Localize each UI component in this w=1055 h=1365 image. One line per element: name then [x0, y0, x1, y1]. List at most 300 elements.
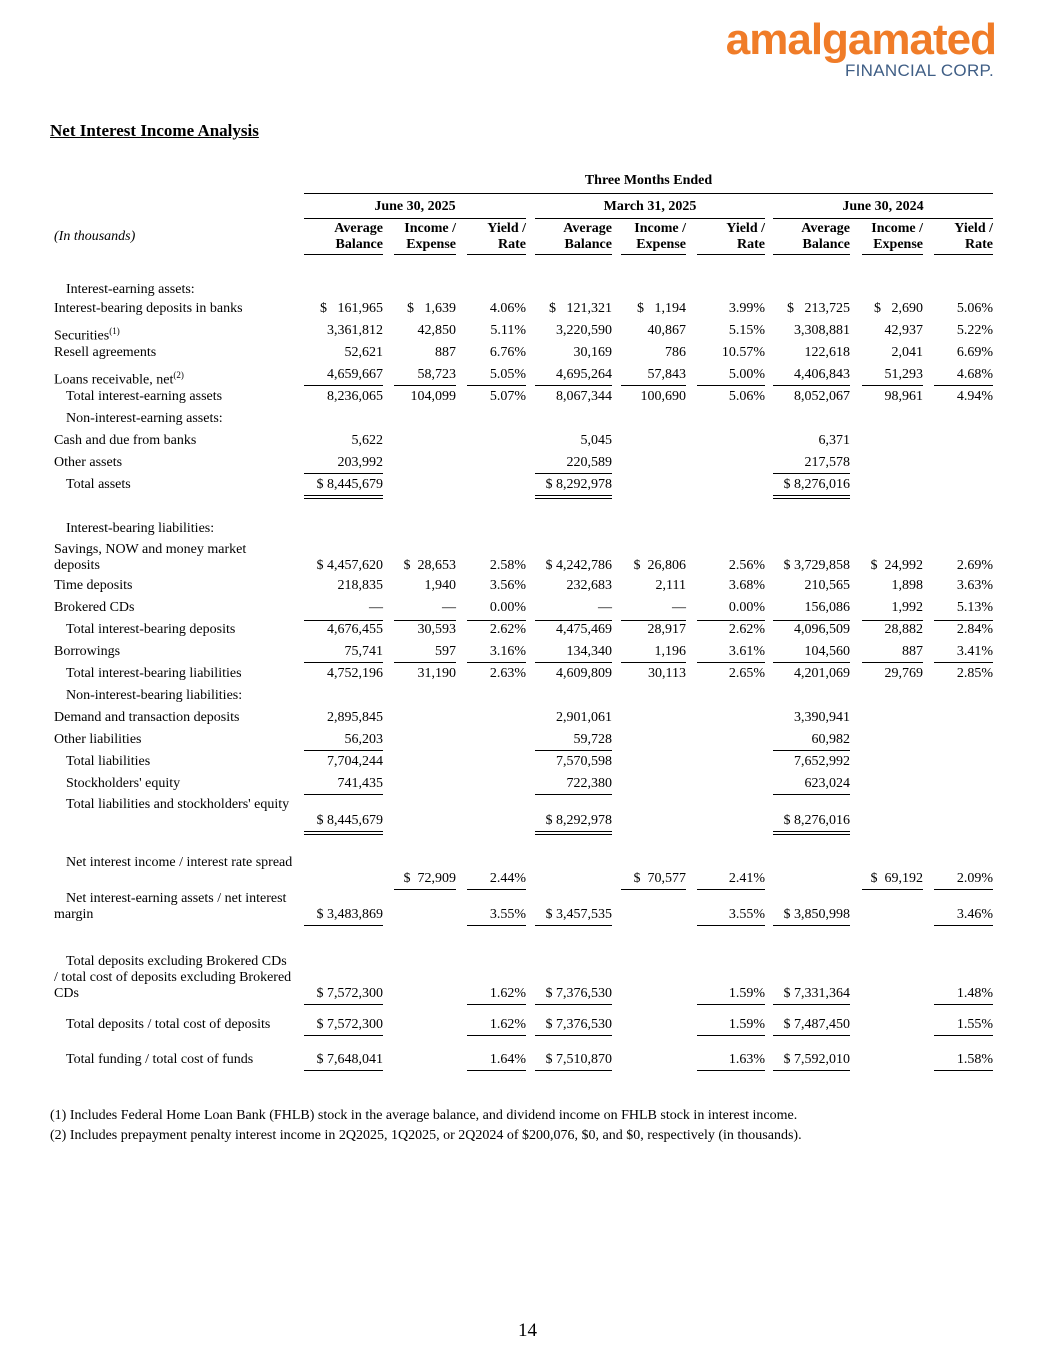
footnote-1: (1) Includes Federal Home Loan Bank (FHLB) stock in the average balance, and dividend income on FHLB stock in interest income.	[50, 1108, 798, 1123]
column-header: Income /	[404, 221, 456, 236]
footnote-marker: (1)	[109, 326, 120, 336]
column-header: Balance	[335, 237, 383, 252]
table-cell: 98,961	[884, 389, 923, 404]
column-header: Yield /	[726, 221, 765, 236]
table-cell: 3.56%	[489, 578, 526, 593]
underline	[862, 889, 923, 890]
row-label	[54, 1017, 294, 1033]
underline	[467, 385, 526, 386]
double-underline	[304, 495, 383, 499]
underline	[467, 620, 526, 621]
table-cell: $ 7,376,530	[545, 1017, 612, 1032]
table-cell: 5.13%	[956, 600, 993, 615]
underline	[934, 889, 993, 890]
row-label-text: Brokered CDs	[54, 600, 135, 615]
row-label-text: Total funding / total cost of funds	[66, 1052, 254, 1067]
underline	[697, 620, 765, 621]
table-cell: 1.59%	[728, 986, 765, 1001]
underline	[934, 1004, 993, 1005]
column-header: Rate	[498, 237, 526, 252]
underline	[467, 1004, 526, 1005]
table-cell: 1.62%	[489, 986, 526, 1001]
period-rule	[535, 218, 765, 219]
table-cell: $ 8,276,016	[783, 477, 850, 492]
underline	[697, 1035, 765, 1036]
table-cell: 1,992	[891, 600, 923, 615]
underline	[394, 385, 456, 386]
underline	[304, 1070, 383, 1071]
underline	[862, 620, 923, 621]
underline	[934, 925, 993, 926]
table-cell: 3.68%	[728, 578, 765, 593]
table-cell: 104,560	[804, 644, 850, 659]
table-cell: 30,169	[573, 345, 612, 360]
page-title: Net Interest Income Analysis	[50, 121, 259, 140]
underline	[304, 473, 383, 474]
row-label-text: Net interest-earning assets / net interest margin	[54, 891, 287, 922]
table-cell: 887	[902, 644, 923, 659]
underline	[535, 925, 612, 926]
table-cell: 51,293	[884, 367, 923, 382]
row-label-text: Stockholders' equity	[66, 776, 181, 791]
row-label	[54, 455, 294, 471]
row-label-text: Non-interest-bearing liabilities:	[66, 688, 243, 703]
table-cell: $ 1,639	[407, 301, 456, 316]
table-cell: 2,111	[655, 578, 686, 593]
double-underline	[304, 831, 383, 835]
table-cell: 4,406,843	[794, 367, 850, 382]
table-cell: 5.06%	[728, 389, 765, 404]
column-header-rule	[621, 254, 686, 255]
row-label-text: Savings, NOW and money market deposits	[54, 542, 247, 573]
table-cell: 5.06%	[956, 301, 993, 316]
row-label	[54, 345, 294, 361]
table-cell: 7,652,992	[794, 754, 850, 769]
table-cell: $ 8,445,679	[316, 813, 383, 828]
column-header: Expense	[636, 237, 686, 252]
table-cell: 1.59%	[728, 1017, 765, 1032]
table-cell: $ 7,376,530	[545, 986, 612, 1001]
table-cell: $ 28,653	[403, 558, 456, 573]
table-cell: 741,435	[337, 776, 383, 791]
underline	[394, 662, 456, 663]
underline	[535, 1070, 612, 1071]
table-cell: 28,917	[647, 622, 686, 637]
table-cell: 2.85%	[956, 666, 993, 681]
row-label	[54, 600, 294, 616]
table-cell: 59,728	[573, 732, 612, 747]
table-cell: 29,769	[884, 666, 923, 681]
table-cell: $ 3,850,998	[783, 907, 850, 922]
table-cell: 2.56%	[728, 558, 765, 573]
table-cell: 134,340	[566, 644, 612, 659]
row-label	[54, 542, 294, 574]
table-cell: 623,024	[804, 776, 850, 791]
period-header-rule	[304, 193, 993, 194]
table-cell: 1,940	[424, 578, 456, 593]
row-label	[54, 644, 294, 660]
row-label-text: Total deposits excluding Brokered CDs / total cost of deposits excluding Brokered CDs	[54, 954, 292, 1001]
table-cell: 42,937	[884, 323, 923, 338]
row-label-text: Time deposits	[54, 578, 133, 593]
table-cell: 3.41%	[956, 644, 993, 659]
row-label	[54, 710, 294, 726]
row-label	[54, 282, 294, 298]
row-label	[54, 578, 294, 594]
table-cell: $ 1,194	[637, 301, 686, 316]
table-cell: 10.57%	[721, 345, 765, 360]
table-cell: 232,683	[566, 578, 612, 593]
table-cell: 3,361,812	[327, 323, 383, 338]
underline	[934, 662, 993, 663]
table-cell: 3,308,881	[794, 323, 850, 338]
underline	[862, 385, 923, 386]
underline	[773, 473, 850, 474]
double-underline	[535, 495, 612, 499]
table-cell: $ 7,648,041	[316, 1052, 383, 1067]
column-header-rule	[535, 254, 612, 255]
row-label	[54, 732, 294, 748]
underline	[304, 662, 383, 663]
table-cell: 31,190	[417, 666, 456, 681]
underline	[862, 662, 923, 663]
row-label	[54, 301, 294, 317]
underline	[394, 889, 456, 890]
underline	[697, 1070, 765, 1071]
table-cell: 5.11%	[490, 323, 526, 338]
row-label-text: Total liabilities and stockholders' equity	[66, 797, 290, 812]
table-cell: 156,086	[804, 600, 850, 615]
row-label	[54, 797, 294, 813]
period-name: June 30, 2025	[374, 199, 456, 214]
table-cell: 203,992	[337, 455, 383, 470]
table-cell: —	[672, 600, 686, 615]
column-header-rule	[773, 254, 850, 255]
row-label-text: Borrowings	[54, 644, 121, 659]
table-cell: 6.76%	[489, 345, 526, 360]
column-header: Balance	[564, 237, 612, 252]
column-header-rule	[697, 254, 765, 255]
table-cell: $ 7,572,300	[316, 1017, 383, 1032]
row-label-text: Interest-bearing liabilities:	[66, 521, 215, 536]
row-label-text: Loans receivable, net	[54, 372, 174, 388]
table-cell: 3.55%	[728, 907, 765, 922]
table-cell: 0.00%	[728, 600, 765, 615]
table-cell: $ 3,457,535	[545, 907, 612, 922]
table-cell: 4,752,196	[327, 666, 383, 681]
row-label	[54, 477, 294, 493]
table-cell: $ 8,445,679	[316, 477, 383, 492]
table-cell: 220,589	[566, 455, 612, 470]
table-cell: 2.58%	[489, 558, 526, 573]
table-cell: 3.55%	[489, 907, 526, 922]
row-label-text: Total interest-earning assets	[66, 389, 223, 404]
table-cell: 104,099	[410, 389, 456, 404]
row-label-text: Resell agreements	[54, 345, 157, 360]
table-cell: 5.15%	[728, 323, 765, 338]
row-label-text: Other liabilities	[54, 732, 142, 747]
table-cell: 8,052,067	[794, 389, 850, 404]
table-cell: 3.16%	[489, 644, 526, 659]
table-cell: 0.00%	[489, 600, 526, 615]
table-cell: —	[369, 600, 383, 615]
row-label-text: Cash and due from banks	[54, 433, 197, 448]
underline	[467, 1035, 526, 1036]
row-label	[54, 754, 294, 770]
row-label	[54, 367, 294, 389]
underline	[304, 794, 383, 795]
underline	[304, 1004, 383, 1005]
row-label-text: Total interest-bearing deposits	[66, 622, 236, 637]
table-cell: 2.65%	[728, 666, 765, 681]
table-cell: 5,622	[351, 433, 383, 448]
table-cell: 8,067,344	[556, 389, 612, 404]
table-cell: 4,096,509	[794, 622, 850, 637]
table-cell: $ 26,806	[633, 558, 686, 573]
underline	[621, 620, 686, 621]
table-cell: $ 7,510,870	[545, 1052, 612, 1067]
table-cell: $ 161,965	[320, 301, 383, 316]
table-cell: 4.06%	[489, 301, 526, 316]
table-cell: $ 121,321	[549, 301, 612, 316]
row-label	[54, 776, 294, 792]
table-cell: 2.41%	[728, 871, 765, 886]
column-header: Yield /	[487, 221, 526, 236]
column-header-rule	[934, 254, 993, 255]
row-label	[54, 666, 294, 682]
table-cell: 5.05%	[489, 367, 526, 382]
period-name: March 31, 2025	[603, 199, 697, 214]
period-rule	[773, 218, 993, 219]
table-cell: 4,609,809	[556, 666, 612, 681]
row-label	[54, 855, 294, 871]
double-underline	[535, 831, 612, 835]
column-header: Rate	[965, 237, 993, 252]
underline	[773, 662, 850, 663]
table-cell: 6,371	[818, 433, 850, 448]
row-label-text: Demand and transaction deposits	[54, 710, 240, 725]
column-header: Income /	[634, 221, 686, 236]
underline	[773, 794, 850, 795]
underline	[621, 889, 686, 890]
table-cell: 2.69%	[956, 558, 993, 573]
table-cell: 4,695,264	[556, 367, 612, 382]
table-cell: $ 72,909	[403, 871, 456, 886]
units-label: (In thousands)	[54, 229, 136, 244]
table-cell: 1.55%	[956, 1017, 993, 1032]
underline	[773, 1070, 850, 1071]
column-header-rule	[394, 254, 456, 255]
underline	[467, 925, 526, 926]
column-header-rule	[304, 254, 383, 255]
underline	[773, 620, 850, 621]
underline	[621, 662, 686, 663]
underline	[697, 385, 765, 386]
underline	[773, 385, 850, 386]
row-label	[54, 433, 294, 449]
row-label-text: Total liabilities	[66, 754, 151, 769]
table-cell: 2.09%	[956, 871, 993, 886]
row-label-text: Interest-earning assets:	[66, 282, 195, 297]
underline	[304, 750, 383, 751]
table-cell: 3.99%	[728, 301, 765, 316]
table-cell: $ 24,992	[870, 558, 923, 573]
page-number: 14	[518, 1320, 537, 1341]
row-label-text: Interest-bearing deposits in banks	[54, 301, 243, 316]
table-cell: 4,676,455	[327, 622, 383, 637]
underline	[304, 620, 383, 621]
table-cell: 2,895,845	[327, 710, 383, 725]
table-cell: 1.58%	[956, 1052, 993, 1067]
column-header: Expense	[406, 237, 456, 252]
table-cell: 52,621	[344, 345, 383, 360]
table-cell: 2.62%	[728, 622, 765, 637]
table-cell: 4.68%	[956, 367, 993, 382]
table-cell: 30,593	[417, 622, 456, 637]
logo-wordmark: amalgamated	[725, 15, 996, 64]
table-cell: $ 213,725	[787, 301, 850, 316]
underline	[934, 385, 993, 386]
table-cell: 210,565	[804, 578, 850, 593]
table-cell: $ 3,729,858	[783, 558, 850, 573]
underline	[467, 889, 526, 890]
row-label	[54, 323, 294, 345]
underline	[535, 794, 612, 795]
underline	[467, 662, 526, 663]
table-cell: 3.46%	[956, 907, 993, 922]
table-cell: $ 3,483,869	[316, 907, 383, 922]
column-header: Average	[801, 221, 850, 236]
double-underline	[773, 495, 850, 499]
underline	[304, 385, 383, 386]
underline	[535, 1035, 612, 1036]
column-header: Balance	[802, 237, 850, 252]
row-label-text: Other assets	[54, 455, 123, 470]
underline	[304, 1035, 383, 1036]
table-cell: 597	[435, 644, 456, 659]
underline	[773, 1004, 850, 1005]
row-label	[54, 688, 294, 704]
footnote-marker: (2)	[173, 370, 184, 380]
table-cell: 722,380	[566, 776, 612, 791]
table-cell: 40,867	[647, 323, 686, 338]
table-cell: $ 7,592,010	[783, 1052, 850, 1067]
row-label-text: Total interest-bearing liabilities	[66, 666, 242, 681]
table-cell: 887	[435, 345, 456, 360]
underline	[773, 925, 850, 926]
table-cell: $ 7,572,300	[316, 986, 383, 1001]
table-cell: 6.69%	[956, 345, 993, 360]
row-label	[54, 389, 294, 405]
footnote-2: (2) Includes prepayment penalty interest income in 2Q2025, 1Q2025, or 2Q2024 of $200,076, $0, and $0, respectively (in thousands).	[50, 1128, 802, 1143]
table-cell: 3.61%	[728, 644, 765, 659]
underline	[773, 750, 850, 751]
underline	[934, 1070, 993, 1071]
underline	[535, 662, 612, 663]
table-cell: 4,475,469	[556, 622, 612, 637]
table-cell: 217,578	[804, 455, 850, 470]
table-cell: —	[442, 600, 456, 615]
underline	[697, 925, 765, 926]
table-cell: 42,850	[417, 323, 456, 338]
table-cell: 28,882	[884, 622, 923, 637]
column-header-rule	[467, 254, 526, 255]
table-cell: 8,236,065	[327, 389, 383, 404]
company-logo	[690, 15, 996, 80]
row-label-text: Non-interest-earning assets:	[66, 411, 223, 426]
table-cell: $ 8,276,016	[783, 813, 850, 828]
table-cell: 7,570,598	[556, 754, 612, 769]
table-cell: 2.84%	[956, 622, 993, 637]
column-header: Average	[334, 221, 383, 236]
table-cell: $ 7,331,364	[783, 986, 850, 1001]
table-cell: 5,045	[580, 433, 612, 448]
table-cell: 2.44%	[489, 871, 526, 886]
table-cell: $ 2,690	[874, 301, 923, 316]
row-label	[54, 521, 294, 537]
table-cell: 2.63%	[489, 666, 526, 681]
table-cell: 1.64%	[489, 1052, 526, 1067]
table-cell: 2,901,061	[556, 710, 612, 725]
table-cell: 100,690	[640, 389, 686, 404]
column-header: Expense	[873, 237, 923, 252]
table-cell: $ 7,487,450	[783, 1017, 850, 1032]
underline	[621, 385, 686, 386]
underline	[934, 620, 993, 621]
column-header-rule	[862, 254, 923, 255]
row-label-text: Total deposits / total cost of deposits	[66, 1017, 271, 1032]
column-header: Yield /	[954, 221, 993, 236]
table-cell: $ 8,292,978	[545, 477, 612, 492]
table-cell: $ 8,292,978	[545, 813, 612, 828]
table-cell: $ 70,577	[633, 871, 686, 886]
underline	[304, 925, 383, 926]
underline	[394, 620, 456, 621]
table-cell: 5.22%	[956, 323, 993, 338]
underline	[535, 385, 612, 386]
underline	[467, 1070, 526, 1071]
table-cell: 1.48%	[956, 986, 993, 1001]
table-cell: 30,113	[648, 666, 686, 681]
column-header: Income /	[871, 221, 923, 236]
table-cell: 60,982	[811, 732, 850, 747]
table-cell: $ 69,192	[870, 871, 923, 886]
row-label	[54, 411, 294, 427]
row-label	[54, 1052, 294, 1068]
table-cell: 5.07%	[489, 389, 526, 404]
table-cell: 1,196	[654, 644, 686, 659]
column-header: Rate	[737, 237, 765, 252]
table-cell: 122,618	[804, 345, 850, 360]
period-rule	[304, 218, 526, 219]
underline	[535, 620, 612, 621]
table-cell: 218,835	[337, 578, 383, 593]
underline	[773, 1035, 850, 1036]
table-cell: 58,723	[417, 367, 456, 382]
table-cell: 1.63%	[728, 1052, 765, 1067]
table-cell: 1,898	[891, 578, 923, 593]
period-name: June 30, 2024	[842, 199, 924, 214]
row-label	[54, 954, 294, 1002]
underline	[697, 889, 765, 890]
underline	[697, 1004, 765, 1005]
underline	[934, 1035, 993, 1036]
period-header: Three Months Ended	[584, 173, 713, 188]
table-cell: 2,041	[891, 345, 923, 360]
underline	[535, 750, 612, 751]
double-underline	[773, 831, 850, 835]
underline	[697, 662, 765, 663]
